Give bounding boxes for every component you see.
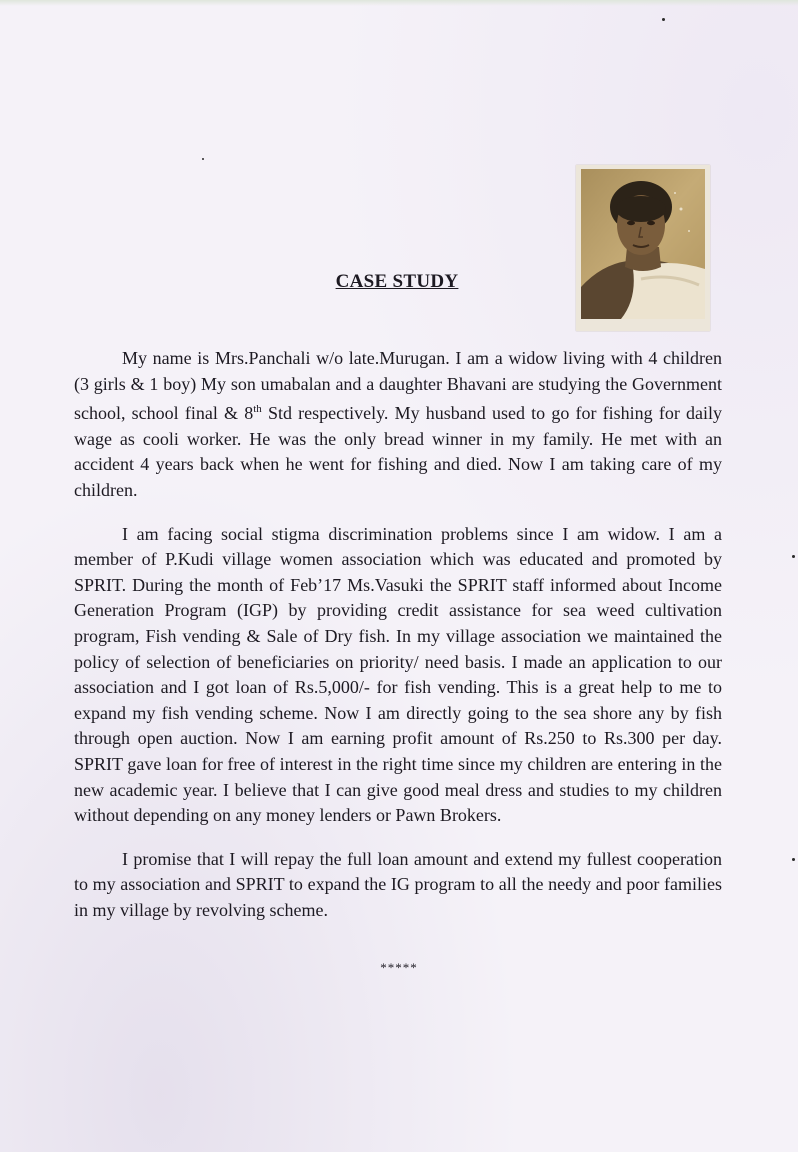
scan-speck xyxy=(792,858,795,861)
paragraph-2: I am facing social stigma discrimination problems since I am widow. I am a member of P.Kudi village women association which was educated and promoted by SPRIT. During the month of Feb’17 Ms.Vasuki the SPRIT staff informed about Income Generation Program (IGP) by providing credit assistance for sea weed cultivation program, Fish vending & Sale of Dry fish. In my village association we maintained the policy of selection of beneficiaries on priority/ need basis. I made an application to our association and I got loan of Rs.5,000/- for fish vending. This is a great help to me to expand my fish vending scheme. Now I am directly going to the sea shore any by fish through open auction. Now I am earning profit amount of Rs.250 to Rs.300 per day. SPRIT gave loan for free of interest in the right time since my children are entering in the new academic year. I believe that I can give good meal dress and studies to my children without depending on any money lenders or Pawn Brokers. xyxy=(74,523,722,826)
paragraph-1: My name is Mrs.Panchali w/o late.Murugan. I am a widow living with 4 children (3 girls & 1 boy) My son umabalan and a daughter Bhavani are studying the Government school, school final & 8th Std respectively. My husband used to go for fishing for daily wage as cooli worker. He was the only bread winner in my family. He met with an accident 4 years back when he went for fishing and died. Now I am taking care of my children. xyxy=(74,348,723,500)
end-mark: ***** xyxy=(380,960,418,975)
paragraph-3: I promise that I will repay the full loan amount and extend my fullest cooperation to my association and SPRIT to expand the IG program to all the needy and poor families in my village by revolving scheme. xyxy=(74,848,722,920)
scan-speck xyxy=(792,555,795,558)
scan-speck xyxy=(202,158,204,160)
portrait-photo-icon xyxy=(581,169,705,319)
ordinal-suffix: th xyxy=(253,403,262,416)
document-title: CASE STUDY xyxy=(335,271,459,292)
document-body xyxy=(74,346,722,941)
scan-speck xyxy=(662,18,665,21)
scan-top-edge xyxy=(0,0,798,6)
portrait-photo-frame xyxy=(576,165,710,331)
